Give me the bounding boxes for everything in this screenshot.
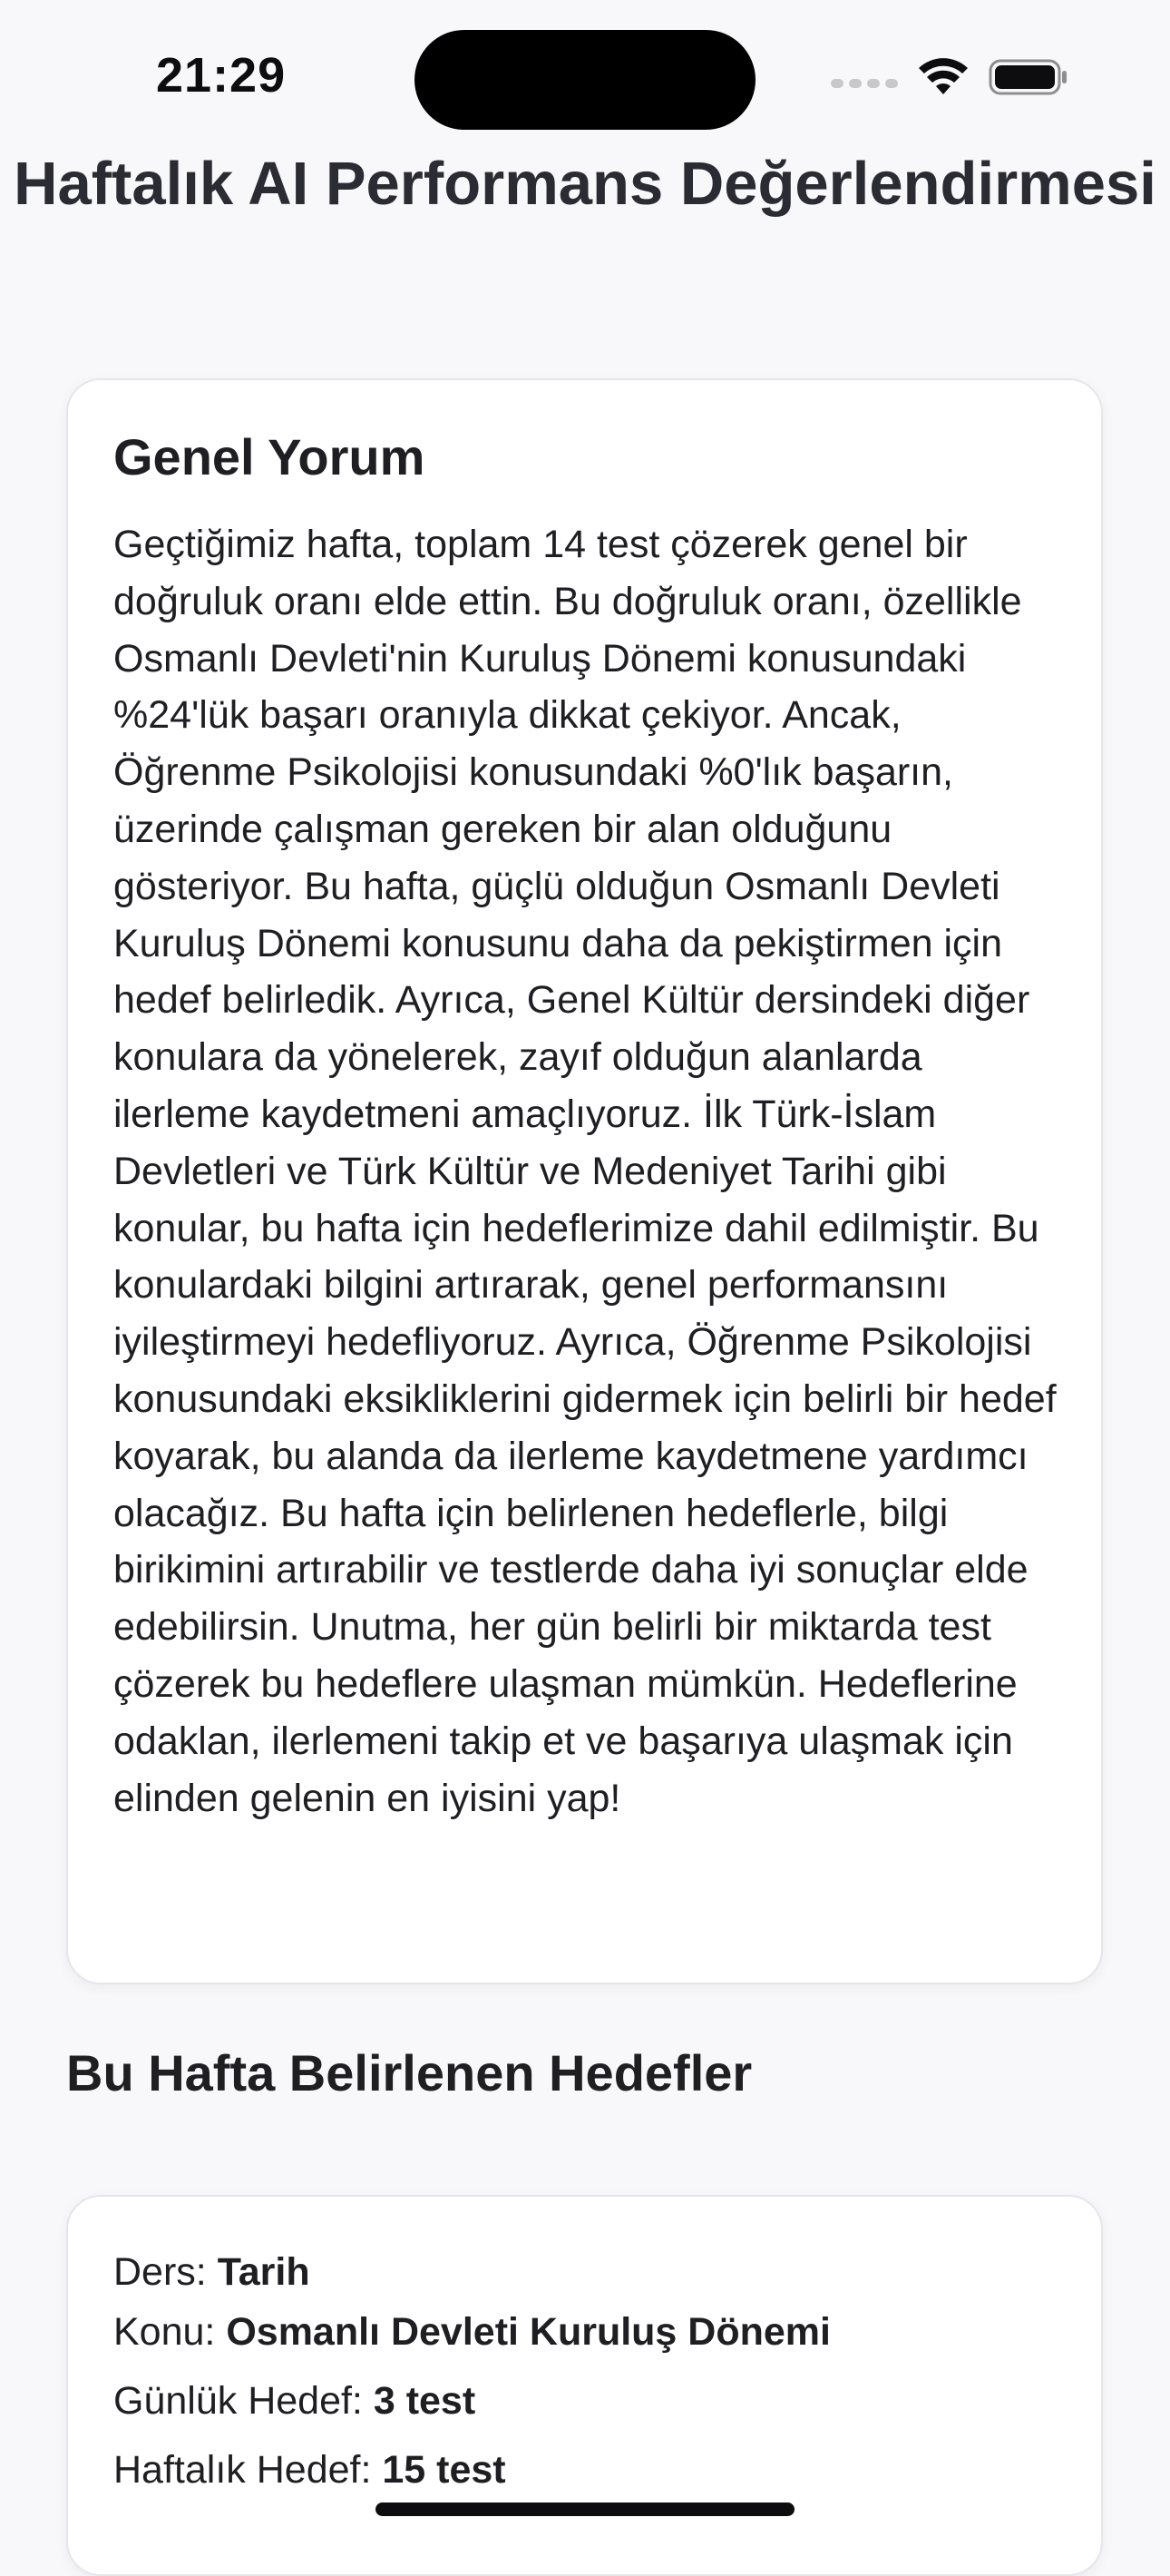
- wifi-icon: [918, 58, 969, 96]
- goal-daily-value: 3 test: [373, 2379, 476, 2423]
- goal-daily-label: Günlük Hedef:: [113, 2379, 374, 2423]
- status-time: 21:29: [156, 48, 287, 103]
- overview-title: Genel Yorum: [113, 428, 425, 485]
- home-indicator[interactable]: [375, 2503, 795, 2516]
- status-bar: [0, 0, 1170, 154]
- goal-topic-row: [113, 2302, 1058, 2362]
- goal-card[interactable]: [66, 2195, 1103, 2576]
- goal-weekly-value: 15 test: [382, 2448, 506, 2492]
- goal-subject-label: Ders:: [113, 2250, 218, 2294]
- overview-text: Geçtiğimiz hafta, toplam 14 test çözerek genel bir doğruluk oranı elde ettin. Bu doğruluk oranı, özellikle Osmanlı Devleti'nin Kuruluş Dönemi konusundaki %24'lük başarı oranıyla dikkat çekiyor. Ancak, Öğrenme Psikolojisi konusundaki %0'lık başarın, üzerinde çalışman gereken bir alan olduğunu gösteriyor. Bu hafta, güçlü olduğun Osmanlı Devleti Kuruluş Dönemi konusunu daha da pekiştirmen için hedef belirledik. Ayrıca, Genel Kültür dersindeki diğer konulara da yönelerek, zayıf olduğun alanlarda ilerleme kaydetmeni amaçlıyoruz. İlk Türk-İslam Devletleri ve Türk Kültür ve Medeniyet Tarihi gibi konular, bu hafta için hedeflerimize dahil edilmiştir. Bu konulardaki bilgini artırarak, genel performansını iyileştirmeyi hedefliyoruz. Ayrıca, Öğrenme Psikolojisi konusundaki eksikliklerini gidermek için belirli bir hedef koyarak, bu alanda da ilerleme kaydetmene yardımcı olacağız. Bu hafta için belirlenen hedeflerle, bilgi birikimini artırabilir ve testlerde daha iyi sonuçlar elde edebilirsin. Unutma, her gün belirli bir miktarda test çözerek bu hedeflere ulaşman mümkün. Hedeflerine odaklan, ilerlemeni takip et ve başarıya ulaşmak için elinden gelenin en iyisini yap!: [113, 523, 1057, 1820]
- page-title: [0, 145, 1170, 223]
- cellular-signal-icon: [831, 79, 898, 88]
- page-title-text: Haftalık AI Performans Değerlendirmesi: [14, 150, 1156, 218]
- status-icons: [831, 58, 1068, 96]
- battery-icon: [989, 58, 1068, 96]
- goals-section-title: Bu Hafta Belirlenen Hedefler: [66, 2044, 753, 2101]
- goal-subject-value: Tarih: [217, 2250, 310, 2294]
- goal-topic-value: Osmanlı Devleti Kuruluş Dönemi: [226, 2310, 831, 2354]
- dynamic-island: [414, 30, 756, 130]
- goal-weekly-row: [113, 2440, 1058, 2500]
- overview-card: [66, 378, 1103, 1984]
- goal-topic-label: Konu:: [113, 2310, 227, 2354]
- goal-weekly-label: Haftalık Hedef:: [113, 2448, 383, 2492]
- goal-daily-row: [113, 2371, 1058, 2431]
- goal-subject-row: [113, 2242, 1058, 2302]
